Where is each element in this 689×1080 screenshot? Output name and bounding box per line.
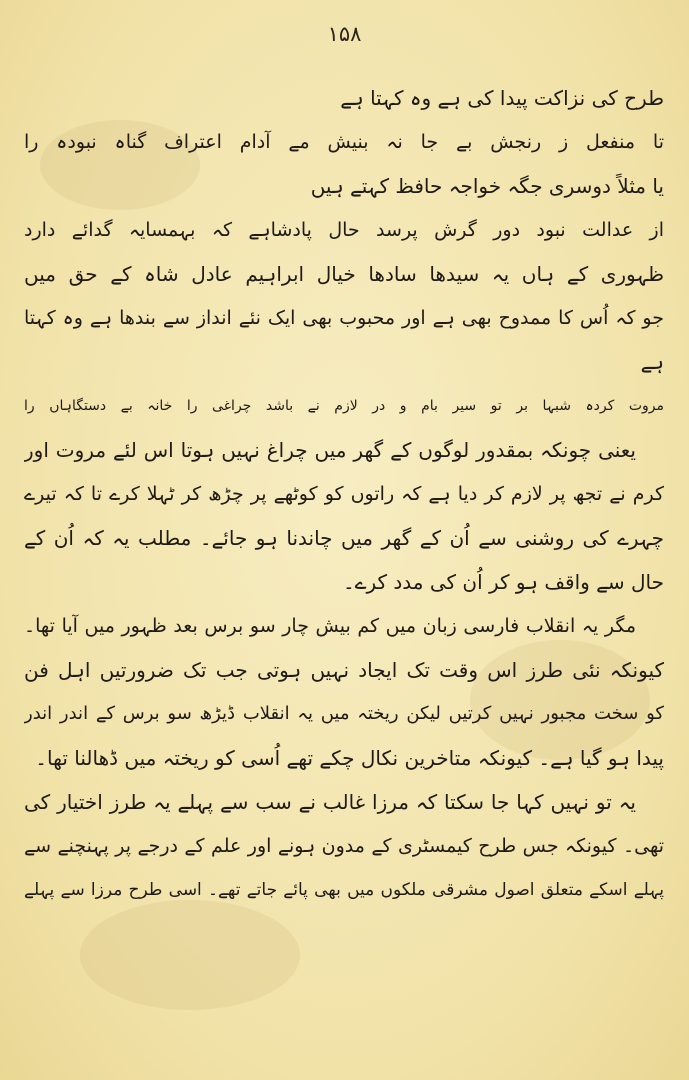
text-line: طرح کی نزاکت پیدا کی ہے وہ کہتا ہے [340, 86, 664, 110]
text-line: پیدا ہو گیا ہے۔ کیونکہ متاخرین نکال چکے تھے اُسی کو ریختہ میں ڈھالنا تھا۔ [35, 746, 664, 770]
verse-line: مروت کردہ شبہا بر تو سیر بام و در لازم نے باشد چراغی را خانہ بے دستگاہاں را [24, 398, 664, 414]
page-number: ۱۵۸ [327, 22, 362, 46]
text-line: ظہوری کے ہاں یہ سیدھا سادھا خیال ابراہیم عادل شاہ کے حق میں [24, 262, 664, 286]
text-line: یعنی چونکہ بمقدور لوگوں کے گھر میں چراغ نہیں ہوتا اس لئے مروت اور [24, 438, 636, 462]
text-line: حال سے واقف ہو کر اُن کی مدد کرے۔ [343, 570, 664, 594]
text-line: جو کہ اُس کا ممدوح بھی ہے اور محبوب بھی ایک نئے انداز سے بندھا ہے وہ کہتا [24, 307, 664, 329]
text-line: یہ تو نہیں کہا جا سکتا کہ مرزا غالب نے سب سے پہلے یہ طرز اختیار کی [24, 790, 636, 814]
text-line: چہرے کی روشنی سے اُن کے گھر میں چاندنا ہو جائے۔ مطلب یہ کہ اُن کے [24, 526, 664, 550]
text-line: کیونکہ نئی طرز اس وقت تک ایجاد نہیں ہوتی جب تک ضرورتیں اہل فن [24, 658, 664, 682]
verse-line: تا منفعل ز رنجش بے جا نہ بنیش مے آدام اعتراف گناہ نبودہ را [24, 131, 664, 153]
paper-stain [80, 900, 300, 1010]
text-line: پہلے اسکے متعلق اصول مشرقی ملکوں میں بھی پائے جاتے تھے۔ اسی طرح مرزا سے پہلے [24, 880, 664, 900]
text-line: یا مثلاً دوسری جگہ خواجہ حافظ کہتے ہیں [310, 174, 664, 198]
text-line: تھی۔ کیونکہ جس طرح کیمسٹری کے مدون ہونے اور علم کے درجے پر پہنچنے سے [24, 835, 664, 857]
text-line: ہے [640, 350, 664, 374]
text-line: کرم نے تجھ پر لازم کر دیا ہے کہ راتوں کو کوٹھے پر چڑھ کر ٹہلا کرے تا کہ تیرے [24, 483, 664, 505]
text-line: مگر یہ انقلاب فارسی زبان میں کم بیش چار سو برس بعد ظہور میں آیا تھا۔ [24, 615, 636, 637]
text-line: کو سخت مجبور نہیں کرتیں لیکن ریختہ میں یہ انقلاب ڈیڑھ سو برس کے اندر اندر [24, 703, 664, 724]
verse-line: از عدالت نبود دور گرش پرسد حال پادشاہے کہ بہمسایہ گدائے دارد [24, 219, 664, 241]
body-text [24, 76, 664, 912]
